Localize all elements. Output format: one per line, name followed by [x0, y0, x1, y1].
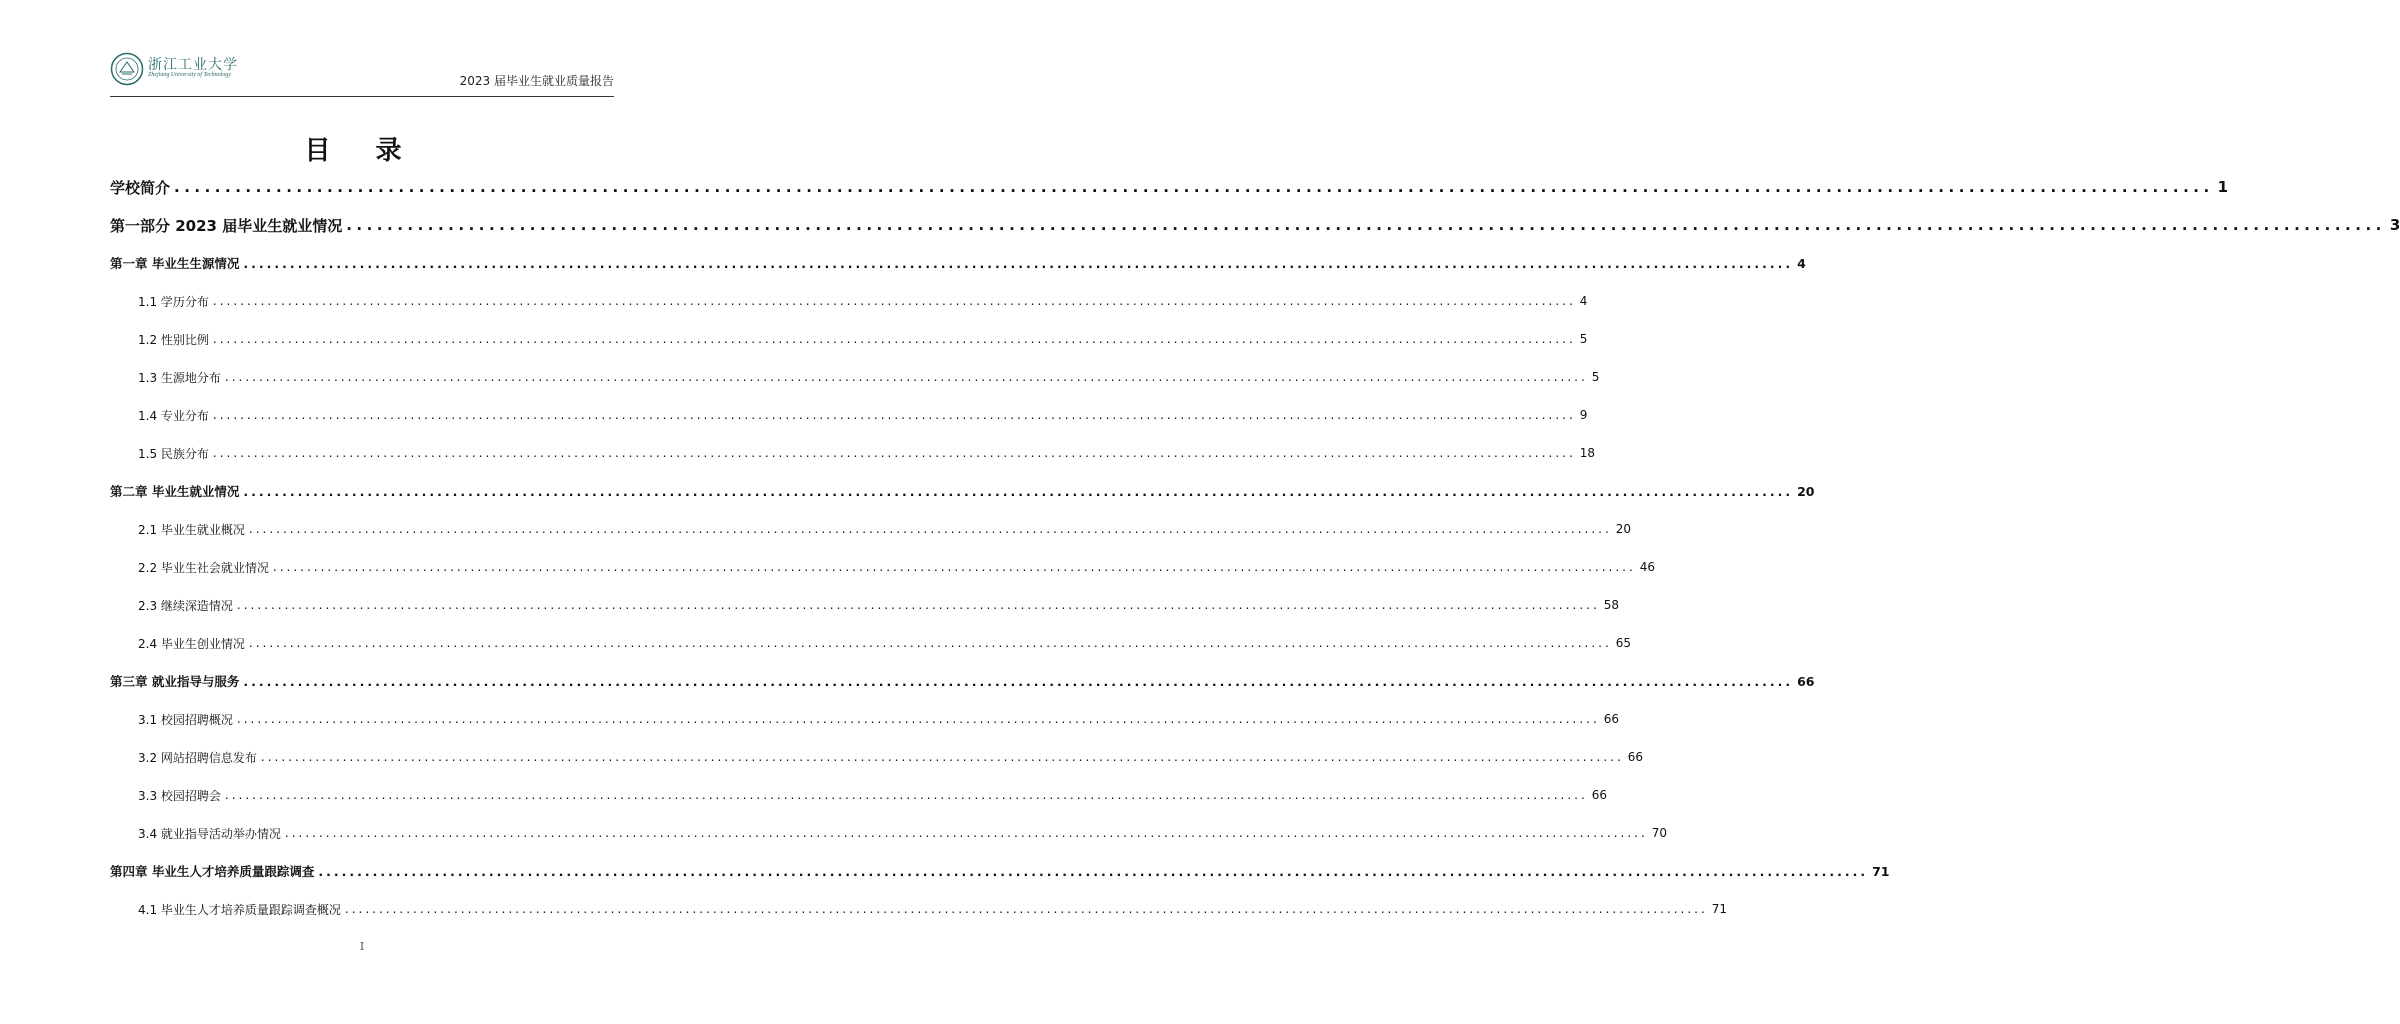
- page-number: I: [359, 940, 365, 953]
- toc-entry[interactable]: [110, 472, 1815, 510]
- toc-entry-page: 46: [1639, 560, 1656, 574]
- toc-leader-dots: ........................................................................................................................................................................................................: [243, 483, 1794, 499]
- university-logo-text: 浙江工业大学: [148, 57, 238, 73]
- toc-entry[interactable]: [110, 282, 1588, 320]
- toc-leader-dots: ........................................................................................................................................................................................................: [272, 560, 1636, 574]
- toc-leader-dots: ........................................................................................................................................................................................................: [318, 863, 1869, 879]
- toc-leader-dots: ........................................................................................................................................................................................................: [236, 598, 1600, 612]
- toc-entry-label: 第四章 毕业生人才培养质量跟踪调查: [110, 864, 315, 879]
- toc-entry-page: 3: [2389, 216, 2400, 234]
- toc-leader-dots: ........................................................................................................................................................................................................: [224, 370, 1588, 384]
- toc-entry-page: 5: [1579, 332, 1588, 346]
- toc-entry-page: 18: [1579, 446, 1596, 460]
- toc-leader-dots: ........................................................................................................................................................................................................: [212, 332, 1576, 346]
- toc-leader-dots: ........................................................................................................................................................................................................: [346, 216, 2386, 234]
- table-of-contents: [110, 168, 2400, 928]
- toc-entry-label: 4.1 毕业生人才培养质量跟踪调查概况: [138, 902, 341, 917]
- toc-entry-page: 4: [1579, 294, 1588, 308]
- toc-entry-label: 第三章 就业指导与服务: [110, 674, 240, 689]
- toc-entry[interactable]: [110, 624, 1632, 662]
- toc-entry[interactable]: [110, 738, 1644, 776]
- toc-entry-page: 4: [1797, 255, 1806, 271]
- toc-entry-label: 1.1 学历分布: [138, 294, 209, 309]
- toc-leader-dots: ........................................................................................................................................................................................................: [224, 788, 1588, 802]
- toc-entry-label: 3.4 就业指导活动举办情况: [138, 826, 281, 841]
- toc-leader-dots: ........................................................................................................................................................................................................: [174, 178, 2214, 196]
- toc-entry[interactable]: [110, 662, 1815, 700]
- toc-entry-page: 66: [1627, 750, 1644, 764]
- toc-leader-dots: ........................................................................................................................................................................................................: [260, 750, 1624, 764]
- toc-entry[interactable]: [110, 434, 1596, 472]
- toc-entry-label: 2.1 毕业生就业概况: [138, 522, 245, 537]
- toc-entry-label: 3.2 网站招聘信息发布: [138, 750, 257, 765]
- toc-entry[interactable]: [110, 320, 1588, 358]
- toc-entry-page: 9: [1579, 408, 1588, 422]
- toc-entry[interactable]: [110, 358, 1600, 396]
- toc-leader-dots: ........................................................................................................................................................................................................: [344, 902, 1708, 916]
- toc-leader-dots: ........................................................................................................................................................................................................: [284, 826, 1648, 840]
- toc-entry-label: 2.3 继续深造情况: [138, 598, 233, 613]
- toc-entry-label: 第二章 毕业生就业情况: [110, 484, 240, 499]
- toc-entry[interactable]: [110, 700, 1620, 738]
- toc-entry-page: 5: [1591, 370, 1600, 384]
- page-header: [110, 48, 614, 98]
- toc-entry-label: 2.4 毕业生创业情况: [138, 636, 245, 651]
- toc-leader-dots: ........................................................................................................................................................................................................: [243, 255, 1794, 271]
- toc-entry-label: 1.2 性别比例: [138, 332, 209, 347]
- toc-entry-label: 1.5 民族分布: [138, 446, 209, 461]
- toc-entry-label: 第一部分 2023 届毕业生就业情况: [110, 216, 343, 235]
- toc-entry[interactable]: [110, 852, 1890, 890]
- toc-entry-page: 66: [1603, 712, 1620, 726]
- toc-leader-dots: ........................................................................................................................................................................................................: [212, 294, 1576, 308]
- toc-leader-dots: ........................................................................................................................................................................................................: [212, 446, 1576, 460]
- toc-entry[interactable]: [110, 548, 1656, 586]
- toc-leader-dots: ........................................................................................................................................................................................................: [243, 673, 1794, 689]
- toc-entry[interactable]: [110, 168, 2229, 206]
- toc-entry-label: 3.3 校园招聘会: [138, 788, 221, 803]
- toc-entry-page: 20: [1797, 483, 1815, 499]
- toc-entry-page: 70: [1651, 826, 1668, 840]
- toc-entry-label: 1.4 专业分布: [138, 408, 209, 423]
- university-seal-icon: [110, 52, 144, 86]
- toc-entry-label: 3.1 校园招聘概况: [138, 712, 233, 727]
- toc-entry-page: 71: [1711, 902, 1728, 916]
- toc-entry[interactable]: [110, 814, 1668, 852]
- toc-entry-label: 学校简介: [110, 178, 171, 197]
- report-title: 2023 届毕业生就业质量报告: [459, 74, 614, 88]
- header-divider: [110, 96, 614, 97]
- toc-entry[interactable]: [110, 586, 1620, 624]
- toc-entry-page: 65: [1615, 636, 1632, 650]
- toc-entry-page: 66: [1591, 788, 1608, 802]
- university-logo-subtext: Zhejiang University of Technology: [148, 72, 231, 78]
- toc-entry-page: 1: [2217, 178, 2229, 196]
- toc-entry-page: 20: [1615, 522, 1632, 536]
- toc-entry[interactable]: [110, 510, 1632, 548]
- toc-leader-dots: ........................................................................................................................................................................................................: [248, 522, 1612, 536]
- toc-entry-page: 71: [1872, 863, 1890, 879]
- toc-leader-dots: ........................................................................................................................................................................................................: [248, 636, 1612, 650]
- toc-entry-label: 第一章 毕业生生源情况: [110, 256, 240, 271]
- toc-entry-page: 66: [1797, 673, 1815, 689]
- toc-entry[interactable]: [110, 396, 1588, 434]
- toc-entry[interactable]: [110, 244, 1806, 282]
- toc-leader-dots: ........................................................................................................................................................................................................: [212, 408, 1576, 422]
- toc-entry-label: 1.3 生源地分布: [138, 370, 221, 385]
- toc-entry[interactable]: [110, 890, 1728, 928]
- toc-leader-dots: ........................................................................................................................................................................................................: [236, 712, 1600, 726]
- toc-entry[interactable]: [110, 776, 1608, 814]
- toc-entry-label: 2.2 毕业生社会就业情况: [138, 560, 269, 575]
- toc-entry-page: 58: [1603, 598, 1620, 612]
- toc-heading: 目 录: [304, 136, 420, 166]
- toc-entry[interactable]: [110, 206, 2400, 244]
